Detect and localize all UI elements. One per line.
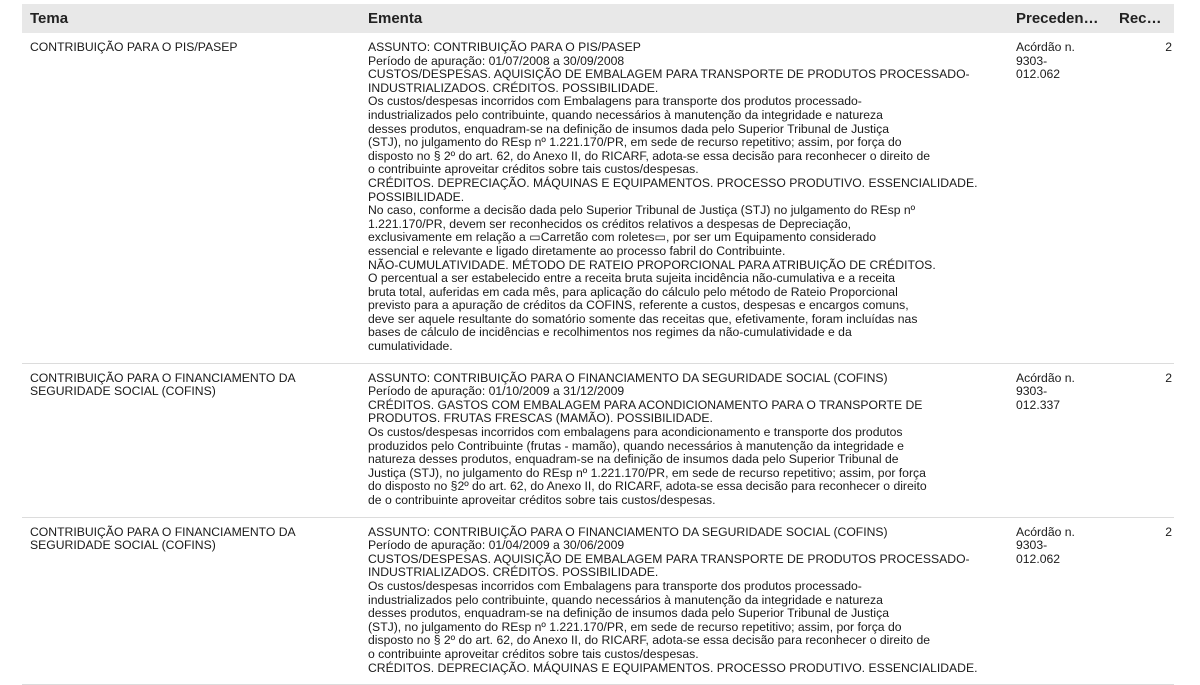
ementa-line: essencial e relevante e ligado diretamente ao processo fabril do Contribuinte. (368, 243, 786, 258)
table-row[interactable] (22, 518, 1174, 685)
column-header-precedente[interactable]: Preceden… (1016, 10, 1099, 27)
ementa-line: CUSTOS/DESPESAS. AQUISIÇÃO DE EMBALAGEM PARA TRANSPORTE DE PRODUTOS PROCESSADO- (368, 551, 970, 566)
column-header-tema[interactable]: Tema (30, 10, 69, 27)
ementa-line: INDUSTRIALIZADOS. CRÉDITOS. POSSIBILIDADE. (368, 80, 659, 95)
ementa-line: cumulatividade. (368, 339, 453, 354)
ementa-line: desses produtos, enquadram-se na definição de insumos dada pelo Superior Tribunal de Justiça (368, 606, 889, 621)
ementa-line: 1.221.170/PR, devem ser reconhecidos os créditos relativos a despesas de Depreciação, (368, 216, 852, 231)
cell-precedente (1007, 526, 1107, 676)
results-table (22, 4, 1174, 685)
ementa-line: Justiça (STJ), no julgamento do REsp nº 1.221.170/PR, em sede de recurso repetitivo; assim, por força (368, 465, 926, 480)
precedente-line: Acórdão n. (1016, 524, 1075, 539)
ementa-line: industrializados pelo contribuinte, quando necessários à manutenção da integridade e natureza (368, 107, 883, 122)
cell-ementa (359, 372, 1007, 508)
ementa-line: o contribuinte aproveitar créditos sobre tais custos/despesas. (368, 162, 699, 177)
ementa-line: CRÉDITOS. GASTOS COM EMBALAGEM PARA ACONDICIONAMENTO PARA O TRANSPORTE DE (368, 397, 923, 412)
ementa-line: ASSUNTO: CONTRIBUIÇÃO PARA O PIS/PASEP (368, 40, 641, 54)
ementa-line: deve ser aquele resultante do somatório somente das receitas que, efetivamente, foram incluídas nas (368, 311, 918, 326)
ementa-line: Os custos/despesas incorridos com Embalagens para transporte dos produtos processado- (368, 578, 862, 593)
table-row[interactable] (22, 33, 1174, 364)
column-header-ementa[interactable]: Ementa (368, 10, 423, 27)
precedente-line: 012.062 (1016, 67, 1061, 82)
ementa-line: exclusivamente em relação a ▭Carretão com roletes▭, por ser um Equipamento considerado (368, 230, 877, 245)
precedente-line: 012.337 (1016, 397, 1061, 412)
ementa-line: disposto no § 2º do art. 62, do Anexo II, do RICARF, adota-se essa decisão para reconhecer o direito de (368, 633, 931, 648)
ementa-line: industrializados pelo contribuinte, quando necessários à manutenção da integridade e natureza (368, 592, 883, 607)
cell-precedente (1007, 41, 1107, 354)
ementa-line: POSSIBILIDADE. (368, 189, 465, 204)
ementa-line: Período de apuração: 01/04/2009 a 30/06/2009 (368, 538, 625, 553)
precedente-line: 012.062 (1016, 551, 1061, 566)
ementa-line: O percentual a ser estabelecido entre a receita bruta sujeita incidência não-cumulativa e a receita (368, 271, 896, 286)
cell-rec: 2 (1165, 40, 1172, 54)
ementa-line: desses produtos, enquadram-se na definição de insumos dada pelo Superior Tribunal de Justiça (368, 121, 889, 136)
ementa-line: CUSTOS/DESPESAS. AQUISIÇÃO DE EMBALAGEM PARA TRANSPORTE DE PRODUTOS PROCESSADO- (368, 67, 970, 82)
ementa-line: o contribuinte aproveitar créditos sobre tais custos/despesas. (368, 646, 699, 661)
precedente-line: 9303- (1016, 384, 1048, 399)
table-row[interactable] (22, 364, 1174, 518)
ementa-line: produzidos pelo Contribuinte (frutas - mamão), quando necessários à manutenção da integridade e (368, 438, 904, 453)
table-header (22, 4, 1174, 33)
ementa-line: (STJ), no julgamento do REsp nº 1.221.170/PR, em sede de recurso repetitivo; assim, por força do (368, 619, 902, 634)
cell-rec: 2 (1165, 524, 1172, 539)
ementa-line: PRODUTOS. FRUTAS FRESCAS (MAMÃO). POSSIBILIDADE. (368, 411, 713, 426)
cell-tema: CONTRIBUIÇÃO PARA O PIS/PASEP (30, 40, 238, 54)
cell-precedente (1007, 372, 1107, 508)
ementa-line: do disposto no §2º do art. 62, do Anexo II, do RICARF, adota-se essa decisão para reconhecer o direito (368, 479, 927, 494)
ementa-line: natureza desses produtos, enquadram-se na definição de insumos dada pelo Superior Tribunal de (368, 452, 899, 467)
ementa-line: No caso, conforme a decisão dada pelo Superior Tribunal de Justiça (STJ) no julgamento do REsp nº (368, 203, 916, 218)
ementa-line: ASSUNTO: CONTRIBUIÇÃO PARA O FINANCIAMENTO DA SEGURIDADE SOCIAL (COFINS) (368, 370, 888, 385)
ementa-line: disposto no § 2º do art. 62, do Anexo II, do RICARF, adota-se essa decisão para reconhecer o direito de (368, 148, 931, 163)
precedente-line: Acórdão n. (1016, 370, 1075, 385)
cell-tema: CONTRIBUIÇÃO PARA O FINANCIAMENTO DA SEGURIDADE SOCIAL (COFINS) (30, 524, 295, 553)
cell-ementa (359, 41, 1007, 354)
cell-rec: 2 (1165, 370, 1172, 385)
ementa-line: Os custos/despesas incorridos com embalagens para acondicionamento e transporte dos produtos (368, 425, 903, 440)
ementa-line: Período de apuração: 01/10/2009 a 31/12/2009 (368, 384, 625, 399)
precedente-line: Acórdão n. (1016, 40, 1075, 54)
table-body (22, 33, 1174, 685)
ementa-line: NÃO-CUMULATIVIDADE. MÉTODO DE RATEIO PROPORCIONAL PARA ATRIBUIÇÃO DE CRÉDITOS. (368, 257, 936, 272)
ementa-line: CRÉDITOS. DEPRECIAÇÃO. MÁQUINAS E EQUIPAMENTOS. PROCESSO PRODUTIVO. ESSENCIALIDADE. (368, 660, 978, 675)
cell-tema: CONTRIBUIÇÃO PARA O FINANCIAMENTO DA SEGURIDADE SOCIAL (COFINS) (30, 370, 295, 399)
ementa-line: CRÉDITOS. DEPRECIAÇÃO. MÁQUINAS E EQUIPAMENTOS. PROCESSO PRODUTIVO. ESSENCIALIDADE. (368, 175, 978, 190)
ementa-line: Período de apuração: 01/07/2008 a 30/09/2008 (368, 53, 625, 68)
ementa-line: INDUSTRIALIZADOS. CRÉDITOS. POSSIBILIDADE. (368, 565, 659, 580)
ementa-line: de o contribuinte aproveitar créditos sobre tais custos/despesas. (368, 493, 716, 507)
ementa-line: ASSUNTO: CONTRIBUIÇÃO PARA O FINANCIAMENTO DA SEGURIDADE SOCIAL (COFINS) (368, 524, 888, 539)
ementa-line: Os custos/despesas incorridos com Embalagens para transporte dos produtos processado- (368, 94, 862, 109)
precedente-line: 9303- (1016, 538, 1048, 553)
ementa-line: bases de cálculo de incidências e recolhimentos nos regimes da não-cumulatividade e da (368, 325, 852, 340)
precedente-line: 9303- (1016, 53, 1048, 68)
ementa-line: (STJ), no julgamento do REsp nº 1.221.170/PR, em sede de recurso repetitivo; assim, por força do (368, 135, 902, 150)
column-header-rec[interactable]: Rec… (1119, 10, 1162, 27)
ementa-line: bruta total, auferidas em cada mês, para aplicação do cálculo pelo método de Rateio Proporcional (368, 284, 898, 299)
cell-ementa (359, 526, 1007, 676)
ementa-line: previsto para a apuração de créditos da COFINS, referente a custos, despesas e encargos comuns, (368, 298, 909, 313)
